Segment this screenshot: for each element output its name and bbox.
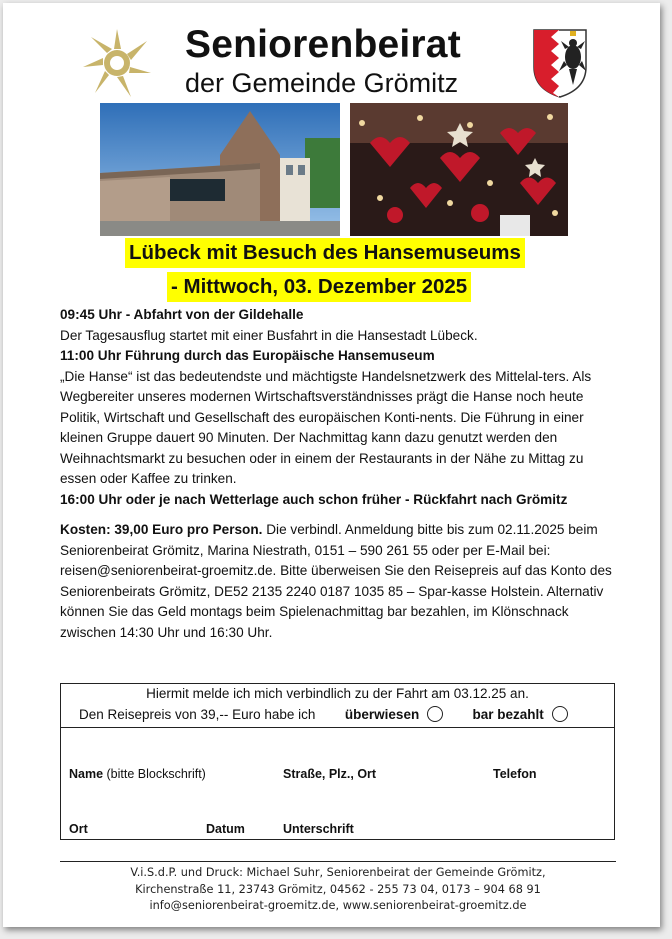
headline-line-1: Lübeck mit Besuch des Hansemuseums — [125, 238, 525, 268]
costs-label: Kosten: 39,00 Euro pro Person. — [60, 522, 263, 537]
street-field-label[interactable]: Straße, Plz., Ort — [283, 767, 377, 781]
return-heading: 16:00 Uhr oder je nach Wetterlage auch schon früher - Rückfahrt nach Grömitz — [60, 491, 568, 507]
registration-form — [60, 683, 615, 840]
footer-divider — [60, 861, 616, 862]
form-payment-text: Den Reisepreis von 39,-- Euro habe ich — [79, 707, 316, 722]
departure-text: - Abfahrt von der Gildehalle — [121, 307, 304, 322]
hansemuseum-building-photo — [100, 103, 340, 236]
footer-line-3: info@seniorenbeirat-groemitz.de, www.seniorenbeirat-groemitz.de — [149, 899, 527, 912]
footer-line-1: V.i.S.d.P. und Druck: Michael Suhr, Seniorenbeirat der Gemeinde Grömitz, — [130, 866, 546, 879]
footer — [60, 865, 616, 915]
program-text — [60, 305, 616, 643]
option-transferred-checkbox[interactable] — [427, 706, 443, 722]
date-field-label[interactable]: Datum — [206, 822, 245, 836]
headline-line-2: - Mittwoch, 03. Dezember 2025 — [167, 272, 471, 302]
place-field-label[interactable]: Ort — [69, 822, 88, 836]
option-cash-label: bar bezahlt — [472, 707, 544, 722]
christmas-market-photo — [350, 103, 568, 236]
option-transferred-label: überwiesen — [344, 707, 420, 722]
page-title: Seniorenbeirat — [185, 23, 461, 66]
option-cash-checkbox[interactable] — [552, 706, 568, 722]
form-payment-line — [79, 706, 568, 722]
sun-logo-icon — [81, 27, 153, 99]
tour-heading: 11:00 Uhr Führung durch das Europäische Hansemuseum — [60, 348, 435, 363]
flyer-page — [3, 3, 660, 927]
coat-of-arms-icon — [531, 27, 589, 99]
phone-field-label[interactable]: Telefon — [493, 767, 537, 781]
footer-line-2: Kirchenstraße 11, 23743 Grömitz, 04562 - 255 73 04, 0173 – 904 68 91 — [135, 882, 541, 896]
intro-text: Der Tagesausflug startet mit einer Busfahrt in die Hansestadt Lübeck. — [60, 327, 478, 343]
signature-field-label[interactable]: Unterschrift — [283, 822, 354, 836]
page-subtitle: der Gemeinde Grömitz — [185, 68, 459, 98]
departure-time: 09:45 Uhr — [60, 307, 122, 322]
form-divider — [61, 727, 614, 728]
form-declaration: Hiermit melde ich mich verbindlich zu der Fahrt am 03.12.25 an. — [146, 686, 529, 701]
tour-text: „Die Hanse“ ist das bedeutendste und mächtigste Handelsnetzwerk des Mittelal-ters. Als Wegbereiter unseres modernen Wirtschaftsverständnisses prägt die Hanse noch heute Politik, Wirtschaft und Gesellschaft des europäischen Konti-nents. Die Führung in einer kleinen Gruppe dauert 90 Minuten. Der Nachmittag kann dazu genutzt werden den Weihnachtsmarkt zu besuchen oder in einem der Restaurants in der Nähe zu Mittag zu essen oder Kaffee zu trinken. — [60, 368, 592, 486]
name-field-label[interactable]: Name (bitte Blockschrift) — [69, 767, 206, 781]
costs-text: Die verbindl. Anmeldung bitte bis zum 02.11.2025 beim Seniorenbeirat Grömitz, Marina Niestrath, 0151 – 590 261 55 oder per E-Mail bei: reisen@seniorenbeirat-groemitz.de. Bitte überweisen Sie den Reisepreis auf das Konto des Seniorenbeirats Grömitz, DE52 2135 2240 0187 1035 85 – Spar-kasse Holstein. Alternativ können Sie das Geld montags beim Spielenachmittag bar bezahlen, im Klönschnack zwischen 14:30 Uhr und 16:30 Uhr. — [60, 522, 612, 640]
